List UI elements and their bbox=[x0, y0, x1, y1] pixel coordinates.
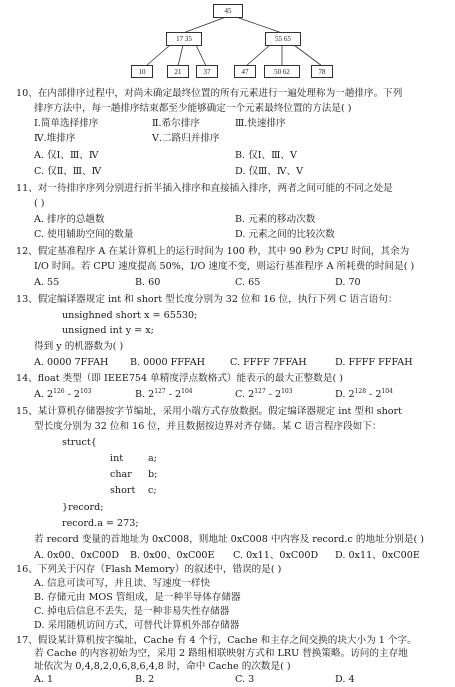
q11-option-a: A. 排序的总趟数 bbox=[34, 214, 105, 225]
q17-option-a: A. 1 bbox=[34, 674, 54, 685]
q15-stem-line2: 型长度分别为 32 位和 16 位，并且数据按边界对齐存储。某 C 语言程序段如下： bbox=[34, 421, 382, 432]
tree-leaf-node: 10 bbox=[131, 65, 153, 78]
q15-code-close: }record; bbox=[62, 502, 104, 513]
q10-item-4: Ⅳ.堆排序 bbox=[34, 133, 76, 144]
q17-option-d: D. 4 bbox=[335, 674, 355, 685]
q10-item-3: Ⅲ.快速排序 bbox=[235, 118, 286, 129]
q13-option-d: D. FFFF FFFAH bbox=[335, 357, 413, 368]
q13-option-b: B. 0000 FFFAH bbox=[130, 357, 206, 368]
q17-stem-line3: 址依次为 0,4,8,2,0,6,8,6,4,8 时，命中 Cache 的次数是( ) bbox=[34, 661, 291, 672]
tree-leaf-node: 78 bbox=[311, 65, 333, 78]
q15-code-assign: record.a = 273; bbox=[62, 518, 139, 529]
q16-option-a: A. 信息可读可写，并且读、写速度一样快 bbox=[34, 578, 211, 589]
q13-option-c: C. FFFF 7FFAH bbox=[230, 357, 307, 368]
tree-leaf-node: 21 bbox=[167, 65, 189, 78]
q13-option-a: A. 0000 7FFAH bbox=[34, 357, 109, 368]
q14-stem: 14、float 类型（即 IEEE754 单精度浮点数格式）能表示的最大正整数是( ) bbox=[16, 373, 344, 384]
q15-option-c: C. 0x11、0xC00D bbox=[233, 550, 319, 561]
q14-option-d: D. $2^{128} - 2^{104}$ bbox=[335, 388, 393, 400]
q10-option-c: C. 仅Ⅱ、Ⅲ、Ⅳ bbox=[34, 166, 102, 177]
q10-option-b: B. 仅Ⅰ、Ⅲ、Ⅴ bbox=[235, 150, 297, 161]
q15-code-field-name: a; bbox=[148, 453, 157, 464]
q12-option-b: B. 60 bbox=[135, 277, 161, 288]
q12-stem-line2: I/O 时间。若 CPU 速度提高 50%，I/O 速度不变，则运行基准程序 A 所耗费的时间是( ) bbox=[34, 261, 415, 272]
q11-option-b: B. 元素的移动次数 bbox=[235, 214, 316, 225]
q11-stem-line1: 11、对一待排序序列分别进行折半插入排序和直接插入排序，两者之间可能的不同之处是 bbox=[16, 183, 393, 194]
tree-root-node: 45 bbox=[213, 4, 243, 18]
q10-stem-line2: 排序方法中，每一趟排序结束都至少能够确定一个元素最终位置的方法是( ) bbox=[34, 103, 352, 114]
q13-code-line1: unsighned short x = 65530; bbox=[62, 310, 198, 321]
q13-code-line2: unsigned int y = x; bbox=[62, 325, 154, 336]
q17-option-b: B. 2 bbox=[135, 674, 155, 685]
q15-option-b: B. 0x00、0xC00E bbox=[130, 550, 215, 561]
q15-code-field-name: b; bbox=[148, 469, 158, 480]
tree-right-node: 55 65 bbox=[265, 32, 301, 46]
q15-code-field-name: c; bbox=[148, 485, 157, 496]
tree-leaf-node: 50 62 bbox=[264, 65, 300, 78]
q11-stem-line2: ( ) bbox=[34, 198, 45, 209]
q16-option-b: B. 存储元由 MOS 管组成，是一种半导体存储器 bbox=[34, 592, 241, 603]
q10-item-1: Ⅰ.简单选择排序 bbox=[34, 118, 99, 129]
q10-option-a: A. 仅Ⅰ、Ⅲ、Ⅳ bbox=[34, 150, 99, 161]
q10-item-5: Ⅴ.二路归并排序 bbox=[152, 133, 220, 144]
q10-stem-line1: 10、在内部排序过程中，对尚未确定最终位置的所有元素进行一遍处理称为一趟排序。下列 bbox=[16, 88, 403, 99]
q15-stem-line1: 15、某计算机存储器按字节编址，采用小端方式存放数据。假定编译器规定 int 型和 short bbox=[16, 406, 402, 417]
q13-stem-line2: 得到 y 的机器数为( ) bbox=[34, 341, 124, 352]
tree-left-node: 17 35 bbox=[166, 32, 202, 46]
tree-leaf-node: 47 bbox=[234, 65, 256, 78]
q11-option-d: D. 元素之间的比较次数 bbox=[235, 229, 335, 240]
q16-option-d: D. 采用随机访问方式，可替代计算机外部存储器 bbox=[34, 620, 240, 631]
q13-stem: 13、假定编译器规定 int 和 short 型长度分别为 32 位和 16 位，执行下列 C 语言语句： bbox=[16, 294, 398, 305]
q11-option-c: C. 使用辅助空间的数量 bbox=[34, 229, 134, 240]
q15-code-field-type: char bbox=[110, 469, 132, 480]
q14-option-a: A. $2^{126} - 2^{103}$ bbox=[34, 388, 92, 400]
q12-option-a: A. 55 bbox=[34, 277, 60, 288]
tree-leaf-node: 37 bbox=[196, 65, 218, 78]
q16-stem: 16、下列关于闪存（Flash Memory）的叙述中，错误的是( ) bbox=[16, 564, 282, 575]
q12-option-c: C. 65 bbox=[235, 277, 261, 288]
q17-stem-line1: 17、假设某计算机按字编址，Cache 有 4 个行，Cache 和主存之间交换的块大小为 1 个字。 bbox=[16, 635, 417, 646]
q17-stem-line2: 若 Cache 的内容初始为空，采用 2 路组相联映射方式和 LRU 替换策略。访问的主存地 bbox=[34, 648, 408, 659]
q14-option-b: B. $2^{127} - 2^{104}$ bbox=[135, 388, 193, 400]
q10-item-2: Ⅱ.希尔排序 bbox=[152, 118, 200, 129]
q15-code-struct: struct{ bbox=[62, 437, 97, 448]
q14-option-c: C. $2^{127} - 2^{103}$ bbox=[235, 388, 293, 400]
q15-option-a: A. 0x00、0xC00D bbox=[34, 550, 120, 561]
q15-code-field-type: int bbox=[110, 453, 124, 464]
q15-option-d: D. 0x11、0xC00E bbox=[335, 550, 420, 561]
q12-option-d: D. 70 bbox=[335, 277, 361, 288]
q12-stem-line1: 12、假定基准程序 A 在某计算机上的运行时间为 100 秒，其中 90 秒为 CPU 时间，其余为 bbox=[16, 246, 410, 257]
q10-option-d: D. 仅Ⅲ、Ⅳ、Ⅴ bbox=[235, 166, 303, 177]
q17-option-c: C. 3 bbox=[235, 674, 255, 685]
q15-stem-line3: 若 record 变量的首地址为 0xC008，则地址 0xC008 中内容及 record.c 的地址分别是( ) bbox=[34, 534, 424, 545]
q16-option-c: C. 掉电后信息不丢失，是一种非易失性存储器 bbox=[34, 606, 230, 617]
q15-code-field-type: short bbox=[110, 485, 136, 496]
